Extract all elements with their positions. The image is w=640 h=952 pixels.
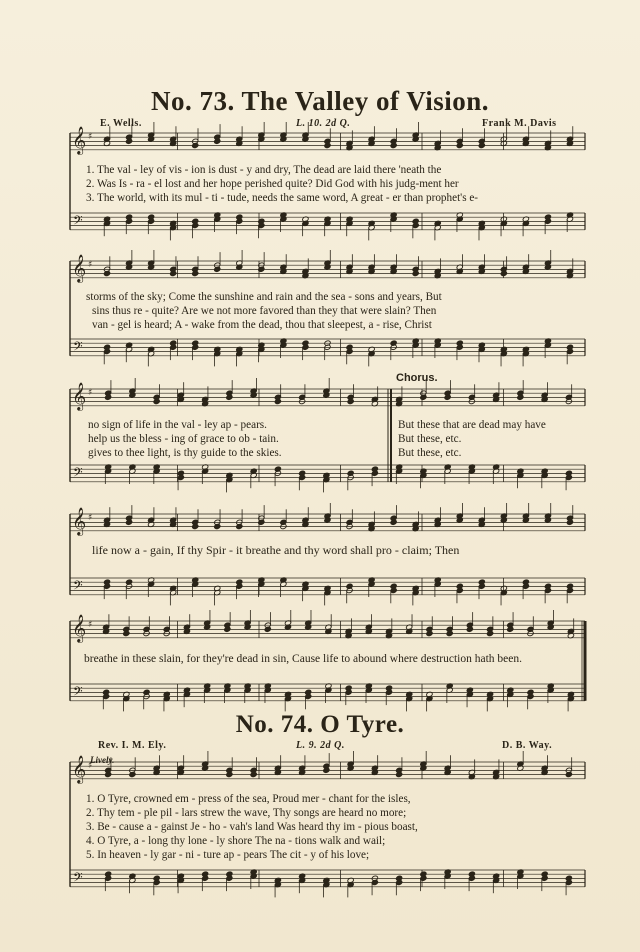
hymn-73-sys1-verse1: 1. The val - ley of vis - ion is dust - y and dry, The dead are laid there 'neath the	[86, 164, 442, 176]
hymn-73-sys3-verse1: no sign of life in the val - ley ap - pears.	[88, 419, 267, 431]
svg-text:𝄢: 𝄢	[73, 684, 83, 702]
hymn-73-sys2-verse3: van - gel is heard; A - wake from the dead, thou that sleepest, a - rise, Christ	[92, 319, 432, 331]
svg-text:♯: ♯	[88, 132, 93, 142]
hymn-73-sys1-verse2: 2. Was Is - ra - el lost and her hope perished quite? Did God with his judg-ment her	[86, 178, 459, 190]
hymn-74-author-left: Rev. I. M. Ely.	[98, 740, 167, 751]
hymn-73-title: No. 73. The Valley of Vision.	[150, 86, 490, 116]
hymn-73-sys3-verse3: gives to thee light, is thy guide to the skies.	[88, 447, 282, 459]
hymn-74-verse2: 2. Thy tem - ple pil - lars strew the wave, Thy songs are heard no more;	[86, 807, 407, 819]
svg-text:𝄞: 𝄞	[72, 755, 87, 783]
svg-text:♯: ♯	[88, 260, 93, 270]
hymn-74-author-right: D. B. Way.	[502, 740, 553, 751]
hymn-73-sys1-verse3: 3. The world, with its mul - ti - tude, needs the same word, A great - er than prophet's e-	[86, 192, 479, 204]
hymn-73-chorus-line1: But these that are dead may have	[398, 419, 546, 431]
hymn-74-verse3: 3. Be - cause a - gainst Je - ho - vah's land Was heard thy im - pious boast,	[86, 821, 418, 833]
svg-text:𝄢: 𝄢	[73, 339, 83, 357]
svg-text:𝄢: 𝄢	[73, 870, 83, 888]
hymn-73-chorus-line2: But these, etc.	[398, 433, 462, 445]
hymn-73-sys2-verse1: storms of the sky; Come the sunshine and rain and the sea - sons and years, But	[86, 291, 442, 303]
svg-text:𝄢: 𝄢	[73, 465, 83, 483]
svg-text:𝄞: 𝄞	[72, 126, 87, 154]
svg-text:𝄞: 𝄞	[72, 382, 87, 410]
hymn-73-sys4-lyric: life now a - gain, If thy Spir - it breathe and thy word shall pro - claim; Then	[92, 543, 460, 557]
hymn-74-verse5: 5. In heaven - ly gar - ni - ture ap - pears The cit - y of his love;	[86, 849, 370, 861]
svg-text:𝄞: 𝄞	[72, 507, 87, 535]
hymn-74-meter: L. 9. 2d Q.	[296, 740, 345, 751]
svg-text:𝄢: 𝄢	[73, 213, 83, 231]
hymn-73-chorus-line3: But these, etc.	[398, 447, 462, 459]
hymn-74-verse1: 1. O Tyre, crowned em - press of the sea, Proud mer - chant for the isles,	[86, 793, 411, 805]
svg-text:♯: ♯	[88, 620, 93, 630]
hymn-73-sys2-verse2: sins thus re - quite? Are we not more favored than they that were slain? Then	[92, 305, 437, 317]
svg-text:♯: ♯	[88, 513, 93, 523]
svg-text:𝄞: 𝄞	[72, 614, 87, 642]
hymn-73-sys5-lyric: breathe in these slain, for they're dead in sin, Cause life to abound where destruction hath been.	[84, 653, 522, 665]
svg-text:♯: ♯	[88, 761, 93, 771]
hymn-74-verse4: 4. O Tyre, a - long thy lone - ly shore The na - tions walk and wail;	[86, 835, 386, 847]
svg-text:𝄞: 𝄞	[72, 254, 87, 282]
hymn-74-title: No. 74. O Tyre.	[235, 711, 405, 738]
hymn-73-author-right: Frank M. Davis	[482, 118, 557, 129]
tempo-marking: Lively.	[90, 755, 115, 765]
hymn-73-sys3-verse2: help us the bless - ing of grace to ob - tain.	[88, 433, 279, 445]
svg-text:𝄢: 𝄢	[73, 578, 83, 596]
hymn-73-author-left: E. Wells.	[100, 118, 142, 129]
chorus-label: Chorus.	[396, 372, 438, 384]
svg-text:♯: ♯	[88, 388, 93, 398]
hymn-73-meter: L. 10. 2d Q.	[296, 118, 351, 129]
